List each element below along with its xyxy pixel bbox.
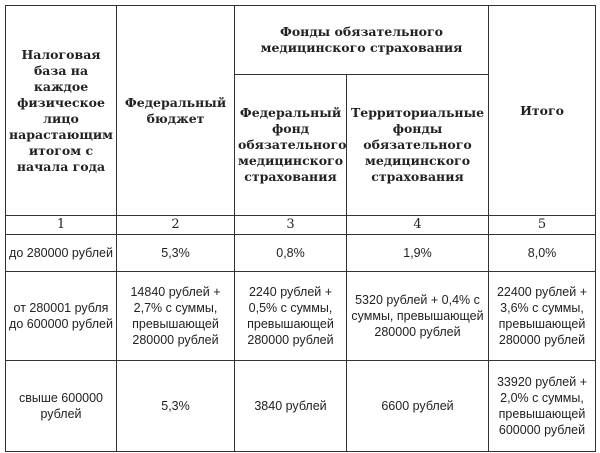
header-territorial-funds: Территориальные фонды обязательного медицинского страхования <box>347 75 489 216</box>
table-row <box>6 235 596 272</box>
cell-federal-fund: 0,8% <box>235 235 347 272</box>
column-number: 4 <box>347 216 489 235</box>
table-row <box>6 361 596 452</box>
cell-territorial: 5320 рублей + 0,4% с суммы, превышающей 280000 рублей <box>347 272 489 361</box>
cell-tax-base: от 280001 рубля до 600000 рублей <box>6 272 117 361</box>
cell-tax-base: до 280000 рублей <box>6 235 117 272</box>
cell-federal-fund: 3840 рублей <box>235 361 347 452</box>
column-number: 5 <box>489 216 596 235</box>
header-funds-group: Фонды обязательного медицинского страхования <box>235 6 489 75</box>
header-federal-fund: Федеральный фонд обязательного медицинского страхования <box>235 75 347 216</box>
cell-federal-budget: 5,3% <box>117 361 235 452</box>
column-number: 3 <box>235 216 347 235</box>
cell-territorial: 1,9% <box>347 235 489 272</box>
header-tax-base: Налоговая база на каждое физическое лицо нарастающим итогом с начала года <box>6 6 117 216</box>
cell-total: 22400 рублей + 3,6% с суммы, превышающей 280000 рублей <box>489 272 596 361</box>
column-number: 1 <box>6 216 117 235</box>
cell-federal-budget: 5,3% <box>117 235 235 272</box>
tax-rate-table <box>5 5 596 452</box>
cell-territorial: 6600 рублей <box>347 361 489 452</box>
cell-total: 33920 рублей + 2,0% с суммы, превышающей 600000 рублей <box>489 361 596 452</box>
cell-federal-budget: 14840 рублей + 2,7% с суммы, превышающей 280000 рублей <box>117 272 235 361</box>
header-total: Итого <box>489 6 596 216</box>
header-federal-budget: Федеральный бюджет <box>117 6 235 216</box>
column-number: 2 <box>117 216 235 235</box>
cell-tax-base: свыше 600000 рублей <box>6 361 117 452</box>
cell-federal-fund: 2240 рублей + 0,5% с суммы, превышающей 280000 рублей <box>235 272 347 361</box>
column-number-row <box>6 216 596 235</box>
table-row <box>6 272 596 361</box>
cell-total: 8,0% <box>489 235 596 272</box>
